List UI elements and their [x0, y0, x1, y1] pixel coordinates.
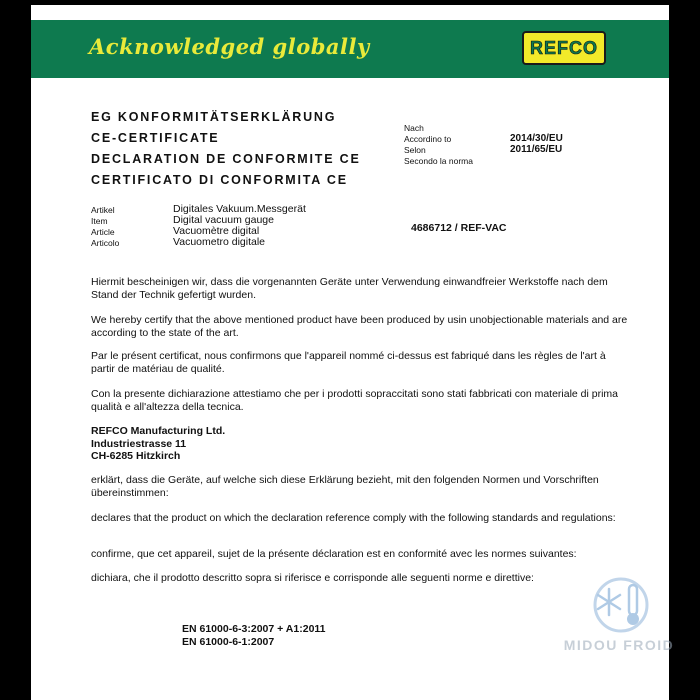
refco-logo: [522, 31, 606, 65]
declaration-en: declares that the product on which the declaration reference comply with the following standards and regulations:: [91, 512, 616, 524]
paragraph-de: Hiermit bescheinigen wir, dass die vorgenannten Geräte unter Verwendung einwandfreier Werkstoffe nach dem Stand der Technik gefertigt wurden.: [91, 276, 608, 301]
declaration-it: dichiara, che il prodotto descritto sopra si riferisce e corrisponde alle seguenti norme e direttive:: [91, 572, 534, 584]
item-label: Item: [91, 216, 108, 226]
norma-value: 2011/65/EU: [510, 144, 563, 155]
address-line: CH-6285 Hitzkirch: [91, 450, 181, 462]
standard-item: EN 61000-6-1:2007: [182, 636, 275, 648]
title-it: CERTIFICATO DI CONFORMITA CE: [91, 173, 348, 187]
item-label: Articolo: [91, 238, 120, 248]
watermark-name: MIDOU FROID: [563, 637, 675, 653]
item-value: Vacuomètre digital: [173, 225, 260, 237]
standards-list: [182, 623, 326, 649]
item-labels: [91, 205, 119, 249]
address-line: Industriestrasse 11: [91, 437, 187, 450]
declaration-de: erklärt, dass die Geräte, auf welche sich diese Erklärung bezieht, mit den folgenden Normen und Vorschriften übereinstimmen:: [91, 474, 599, 499]
paragraph-en: We hereby certify that the above mentioned product have been produced by usin unobjectionable materials and are according to the state of the art.: [91, 314, 628, 339]
item-reference: 4686712 / REF-VAC: [411, 222, 507, 234]
item-values: [173, 204, 306, 248]
paragraph-fr: Par le présent certificat, nous confirmons que l'appareil nommé ci-dessus est fabriqué dans les règles de l'art à partir de matériau de qualité.: [91, 350, 606, 375]
certificate-titles: [91, 107, 361, 191]
standard-item: EN 61000-6-3:2007 + A1:2011: [182, 623, 326, 635]
norma-label: Selon: [404, 145, 426, 155]
watermark: [549, 575, 689, 667]
title-de: EG KONFORMITÄTSERKLÄRUNG: [91, 110, 337, 124]
header-banner: [31, 20, 669, 78]
paragraph-it: Con la presente dichiarazione attestiamo che per i prodotti sopraccitati sono stati fabbricati con materiale di prima qualità e all'altezza della tecnica.: [91, 388, 619, 413]
address-line: REFCO Manufacturing Ltd.: [91, 425, 226, 437]
title-ce: CE-CERTIFICATE: [91, 131, 220, 145]
item-label: Article: [91, 227, 115, 237]
item-value: Digital vacuum gauge: [173, 214, 274, 226]
manufacturer-address: [91, 425, 225, 463]
slogan: Acknowledged globally: [89, 34, 370, 59]
norma-labels: [404, 123, 473, 167]
certificate-page: [31, 5, 675, 700]
item-label: Artikel: [91, 205, 115, 215]
norma-label: Accordino to: [404, 134, 452, 144]
declaration-fr: confirme, que cet appareil, sujet de la présente déclaration est en conformité avec les normes suivantes:: [91, 548, 577, 560]
snowflake-thermometer-icon: [549, 575, 689, 637]
logo-text: REFCO: [530, 37, 598, 58]
item-value: Vacuometro digitale: [173, 236, 266, 248]
norma-value: 2014/30/EU: [510, 133, 563, 144]
title-fr: DECLARATION DE CONFORMITE CE: [91, 152, 361, 166]
norma-values: [510, 133, 563, 155]
norma-label: Nach: [404, 123, 424, 133]
norma-label: Secondo la norma: [404, 156, 473, 166]
item-value: Digitales Vakuum.Messgerät: [173, 203, 306, 215]
